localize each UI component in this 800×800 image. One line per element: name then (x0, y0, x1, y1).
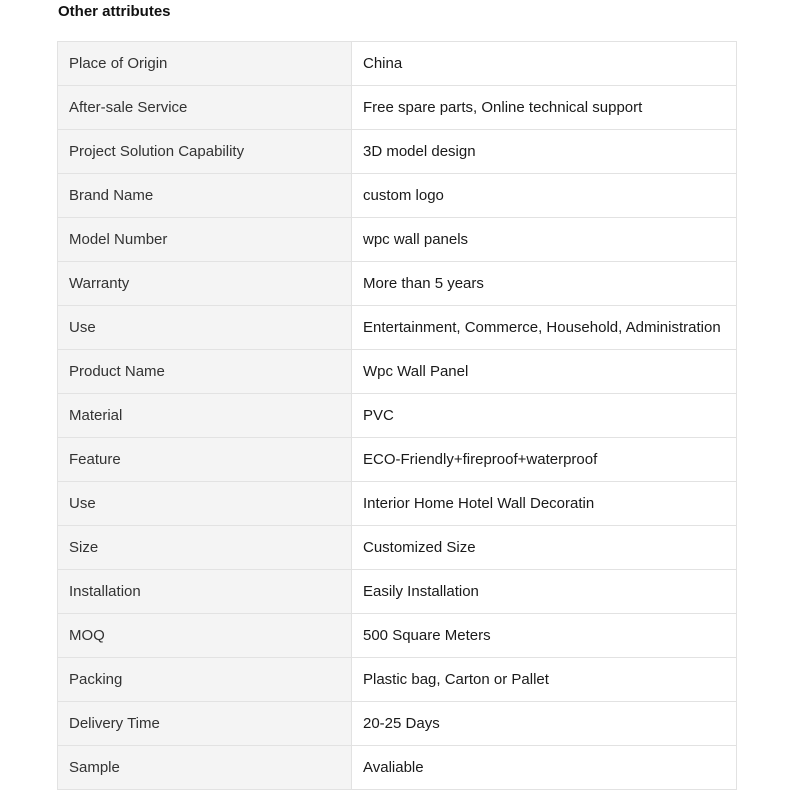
attribute-row (58, 218, 737, 262)
attribute-key: Installation (58, 570, 352, 614)
section-title: Other attributes (58, 3, 171, 20)
attribute-row (58, 350, 737, 394)
attribute-key: Use (58, 482, 352, 526)
attribute-value: Easily Installation (352, 570, 737, 614)
attribute-value: Free spare parts, Online technical support (352, 86, 737, 130)
attribute-key: Product Name (58, 350, 352, 394)
attribute-row (58, 570, 737, 614)
attribute-value: Interior Home Hotel Wall Decoratin (352, 482, 737, 526)
attribute-value: Plastic bag, Carton or Pallet (352, 658, 737, 702)
attribute-value: ECO-Friendly+fireproof+waterproof (352, 438, 737, 482)
attribute-row (58, 130, 737, 174)
attribute-key: Project Solution Capability (58, 130, 352, 174)
attribute-row (58, 526, 737, 570)
attribute-value: wpc wall panels (352, 218, 737, 262)
attributes-table (57, 41, 737, 790)
attribute-key: Place of Origin (58, 42, 352, 86)
attribute-row (58, 746, 737, 790)
attribute-key: MOQ (58, 614, 352, 658)
attribute-row (58, 702, 737, 746)
attribute-row (58, 306, 737, 350)
attribute-key: Warranty (58, 262, 352, 306)
attribute-value: custom logo (352, 174, 737, 218)
attribute-value: China (352, 42, 737, 86)
attribute-key: Model Number (58, 218, 352, 262)
attribute-value: 3D model design (352, 130, 737, 174)
attribute-value: PVC (352, 394, 737, 438)
attribute-row (58, 42, 737, 86)
attribute-key: Use (58, 306, 352, 350)
attribute-row (58, 438, 737, 482)
attribute-row (58, 482, 737, 526)
attribute-value: Wpc Wall Panel (352, 350, 737, 394)
attribute-row (58, 174, 737, 218)
attribute-row (58, 86, 737, 130)
attributes-table-body (58, 42, 737, 790)
attribute-value: More than 5 years (352, 262, 737, 306)
attribute-value: Customized Size (352, 526, 737, 570)
attribute-key: After-sale Service (58, 86, 352, 130)
attribute-key: Feature (58, 438, 352, 482)
attribute-key: Packing (58, 658, 352, 702)
attribute-row (58, 262, 737, 306)
attribute-value: 500 Square Meters (352, 614, 737, 658)
attribute-value: Avaliable (352, 746, 737, 790)
attribute-value: 20-25 Days (352, 702, 737, 746)
attribute-row (58, 614, 737, 658)
attribute-value: Entertainment, Commerce, Household, Administration (352, 306, 737, 350)
attribute-key: Material (58, 394, 352, 438)
attribute-key: Sample (58, 746, 352, 790)
attribute-key: Delivery Time (58, 702, 352, 746)
attribute-key: Brand Name (58, 174, 352, 218)
attribute-row (58, 658, 737, 702)
attribute-row (58, 394, 737, 438)
attribute-key: Size (58, 526, 352, 570)
